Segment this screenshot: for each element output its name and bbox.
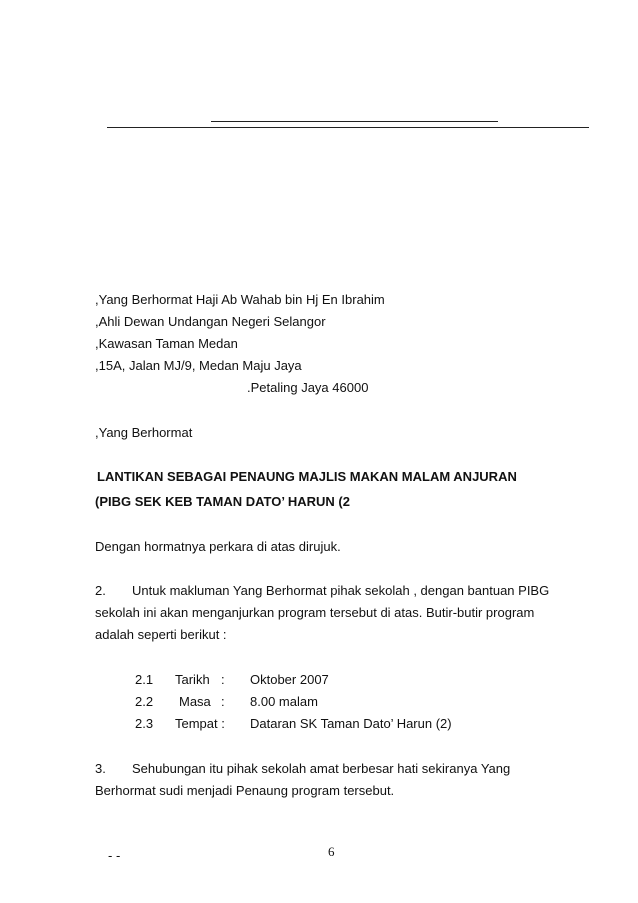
detail-label: Masa — [179, 694, 211, 709]
recipient-city: .Petaling Jaya 46000 — [247, 380, 369, 395]
detail-colon: : — [221, 694, 225, 709]
para3-line-2: Berhormat sudi menjadi Penaung program tersebut. — [95, 783, 395, 798]
recipient-title: ,Ahli Dewan Undangan Negeri Selangor — [95, 314, 326, 329]
para3-line-1: Sehubungan itu pihak sekolah amat berbesar hati sekiranya Yang — [132, 761, 511, 776]
detail-number: 2.3 — [135, 716, 154, 731]
letterhead-rule-long — [107, 127, 589, 128]
detail-value: 8.00 malam — [250, 694, 318, 709]
detail-value: Oktober 2007 — [250, 672, 329, 687]
detail-label: Tarikh — [175, 672, 210, 687]
detail-value: Dataran SK Taman Dato’ Harun (2) — [250, 716, 452, 731]
para2-line-3: adalah seperti berikut : — [95, 627, 227, 642]
detail-number: 2.2 — [135, 694, 154, 709]
recipient-street: ,15A, Jalan MJ/9, Medan Maju Jaya — [95, 358, 302, 373]
detail-number: 2.1 — [135, 672, 154, 687]
recipient-name: ,Yang Berhormat Haji Ab Wahab bin Hj En Ibrahim — [95, 292, 385, 307]
para2-line-1: Untuk makluman Yang Berhormat pihak sekolah , dengan bantuan PIBG — [132, 583, 550, 598]
subject-line-1: LANTIKAN SEBAGAI PENAUNG MAJLIS MAKAN MALAM ANJURAN — [97, 469, 517, 484]
letterhead-rule-short — [211, 121, 498, 122]
para2-line-2: sekolah ini akan menganjurkan program tersebut di atas. Butir-butir program — [95, 605, 535, 620]
recipient-area: ,Kawasan Taman Medan — [95, 336, 238, 351]
footer-dashes: - - — [108, 848, 121, 863]
para2-number: 2. — [95, 583, 106, 598]
para3-number: 3. — [95, 761, 106, 776]
subject-line-2: (PIBG SEK KEB TAMAN DATO’ HARUN (2 — [95, 494, 350, 509]
detail-label: Tempat : — [175, 716, 225, 731]
page-number: 6 — [328, 844, 335, 859]
opening-sentence: Dengan hormatnya perkara di atas dirujuk. — [95, 539, 341, 554]
salutation: ,Yang Berhormat — [95, 425, 193, 440]
detail-colon: : — [221, 672, 225, 687]
